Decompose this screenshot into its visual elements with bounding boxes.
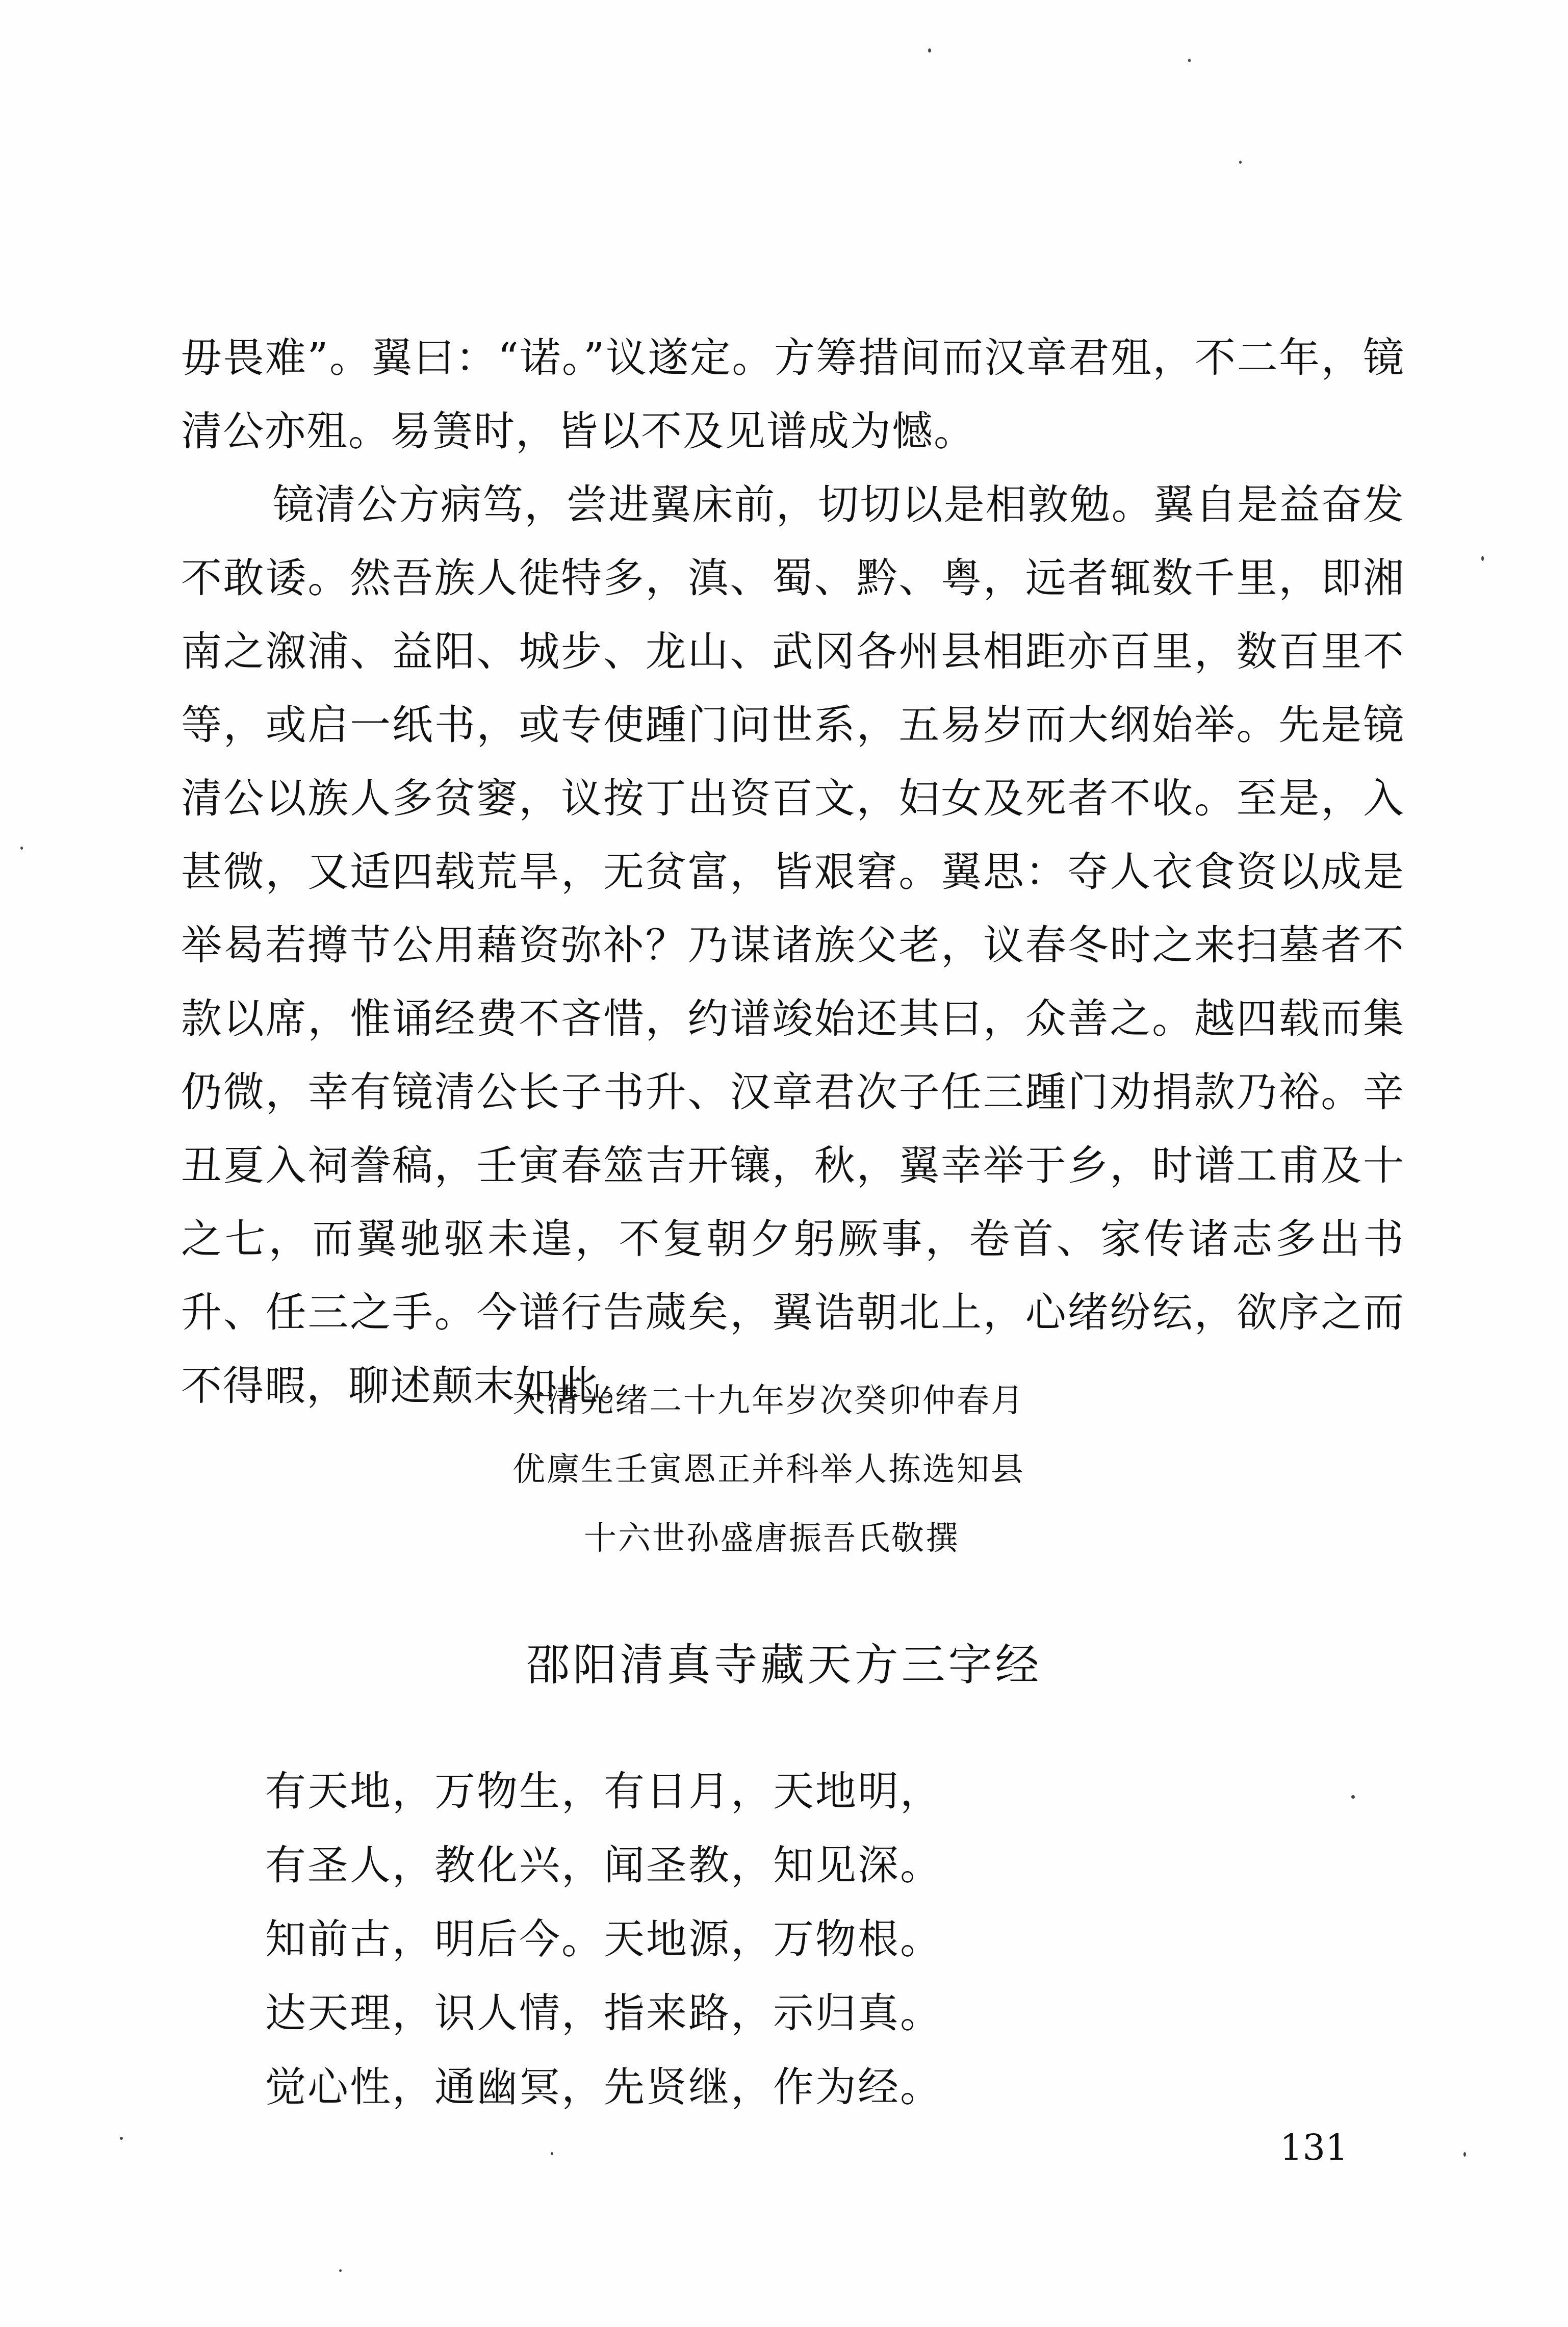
signature-date: 大清光绪二十九年岁次癸卯仲春月 xyxy=(512,1382,1025,1420)
page-number: 131 xyxy=(1280,2127,1348,2168)
section-title: 邵阳清真寺藏天方三字经 xyxy=(526,1640,1042,1691)
paragraph-continued: 毋畏难”。翼曰：“诺。”议遂定。方筹措间而汉章君殂，不二年，镜清公亦殂。易箦时，皆以不及见谱成为憾。 xyxy=(181,334,1405,455)
scan-speck xyxy=(1188,59,1191,62)
scan-speck xyxy=(1351,1795,1355,1799)
scan-speck xyxy=(339,2269,342,2272)
preface-text xyxy=(181,321,1405,1423)
scan-speck xyxy=(1463,2152,1466,2157)
verse-line: 知前古，明后今。天地源，万物根。 xyxy=(265,1915,942,1963)
verse-line: 达天理，识人情，指来路，示归真。 xyxy=(265,1989,942,2037)
scan-speck xyxy=(1481,556,1484,561)
signature-title: 优廪生壬寅恩正并科举人拣选知县 xyxy=(512,1451,1025,1489)
verse-line: 有天地，万物生，有日月，天地明， xyxy=(265,1768,942,1815)
verse-block xyxy=(265,1754,942,2124)
scan-speck xyxy=(120,2137,123,2140)
signature-author: 十六世孙盛唐振吾氏敬撰 xyxy=(584,1520,960,1557)
signature-block xyxy=(0,1367,1568,1573)
verse-line: 有圣人，教化兴，闻圣教，知见深。 xyxy=(265,1842,942,1889)
paragraph: 镜清公方病笃，尝进翼床前，切切以是相敦勉。翼自是益奋发不敢诿。然吾族人徙特多，滇、蜀、黔、粤，远者辄数千里，即湘南之溆浦、益阳、城步、龙山、武冈各州县相距亦百里，数百里不等，或启一纸书，或专使踵门问世系，五易岁而大纲始举。先是镜清公以族人多贫窭，议按丁出资百文，妇女及死者不收。至是，入甚微，又适四载荒旱，无贫富，皆艰窘。翼思：夺人衣食资以成是举曷若撙节公用藉资弥补？乃谋诸族父老，议春冬时之来扫墓者不款以席，惟诵经费不吝惜，约谱竣始还其曰，众善之。越四载而集仍微，幸有镜清公长子书升、汉章君次子任三踵门劝捐款乃裕。辛丑夏入祠誊稿，壬寅春筮吉开镶，秋，翼幸举于乡，时谱工甫及十之七，而翼驰驱未遑，不复朝夕躬厥事，卷首、家传诸志多出书升、任三之手。今谱行告蒇矣，翼诰朝北上，心绪纷纭，欲序之而不得暇，聊述颠末如此。 xyxy=(181,481,1405,1410)
scan-speck xyxy=(928,48,931,53)
scan-speck xyxy=(20,847,23,850)
scan-speck xyxy=(1239,161,1242,164)
scan-speck xyxy=(551,2152,553,2155)
verse-line: 觉心性，通幽冥，先贤继，作为经。 xyxy=(265,2063,942,2111)
